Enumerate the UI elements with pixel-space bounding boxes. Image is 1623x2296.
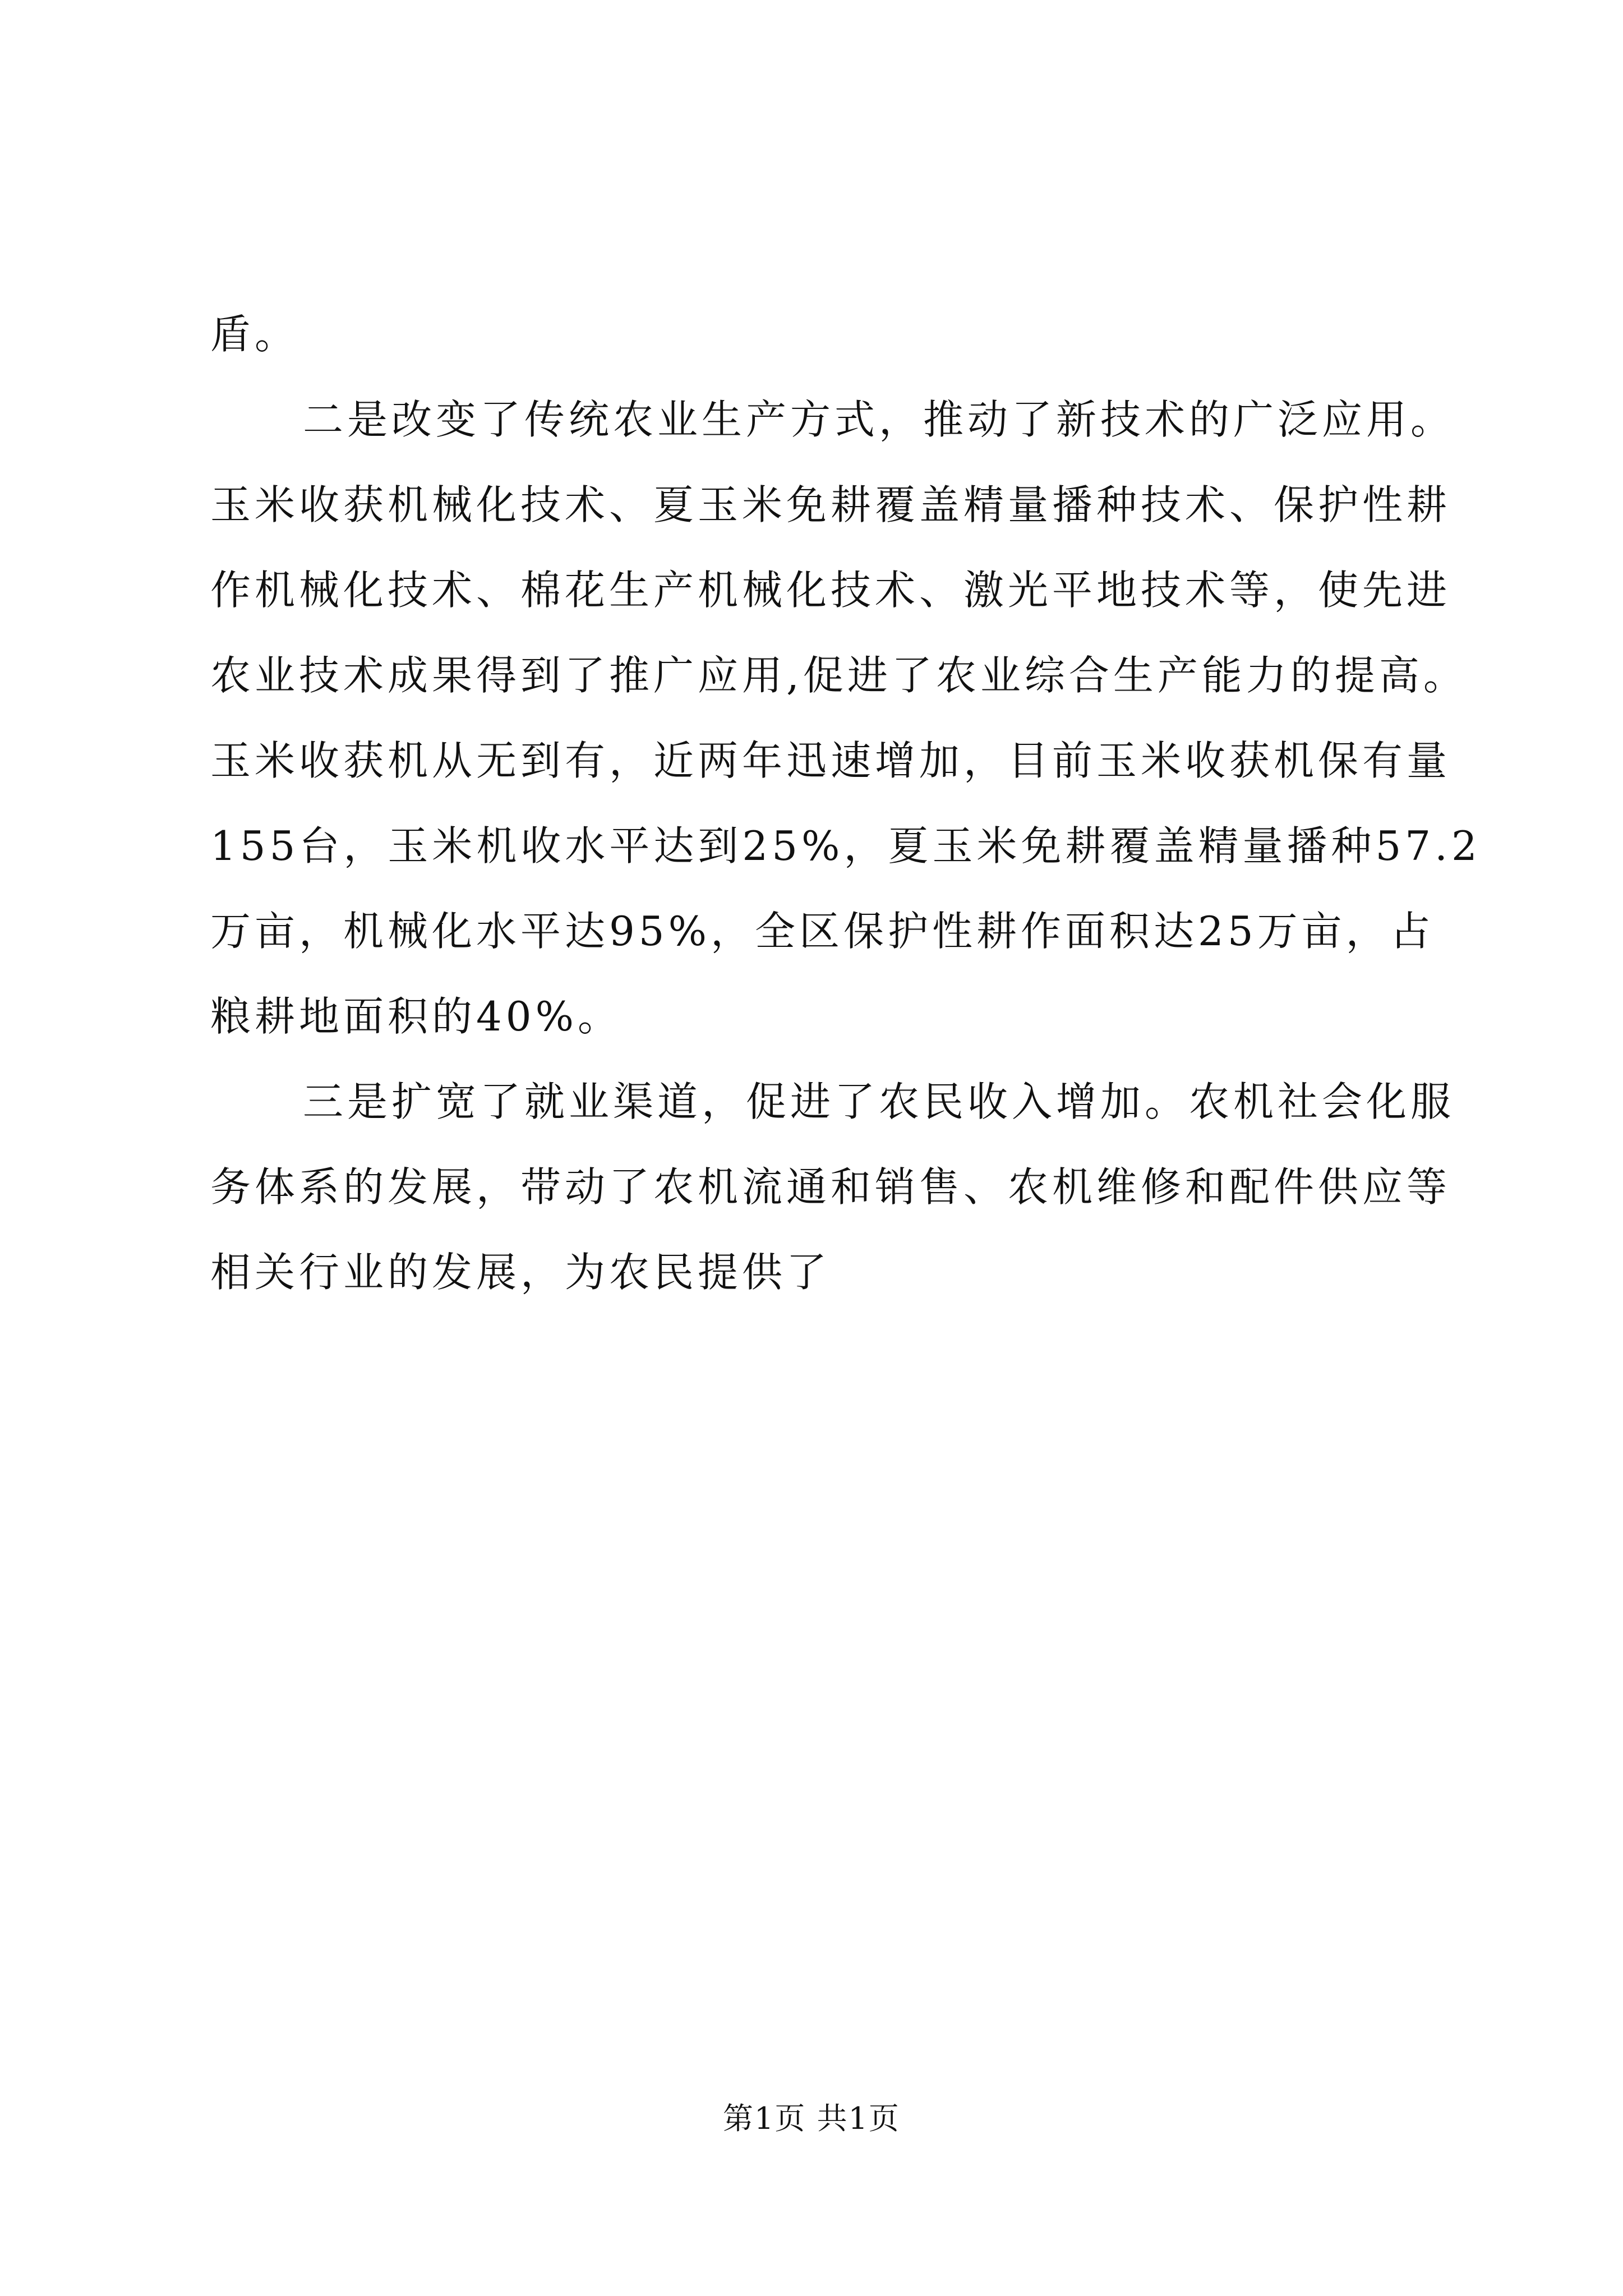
text-line: 玉米收获机从无到有，近两年迅速增加，目前玉米收获机保有量	[210, 737, 1451, 784]
page-number-footer: 第1页 共1页	[723, 2101, 900, 2136]
text-line: 盾。	[210, 311, 299, 358]
text-line: 农业技术成果得到了推广应用,促进了农业综合生产能力的提高。	[210, 652, 1468, 699]
text-line: 155台，玉米机收水平达到25%，夏玉米免耕覆盖精量播种57.2	[210, 822, 1481, 869]
text-line: 务体系的发展，带动了农机流通和销售、农机维修和配件供应等	[210, 1163, 1451, 1211]
text-line: 粮耕地面积的40%。	[210, 993, 623, 1040]
text-line: 作机械化技术、棉花生产机械化技术、激光平地技术等，使先进	[210, 567, 1451, 614]
text-line: 玉米收获机械化技术、夏玉米免耕覆盖精量播种技术、保护性耕	[210, 481, 1451, 528]
paragraph-2-first-line: 二是改变了传统农业生产方式，推动了新技术的广泛应用。	[303, 396, 1455, 443]
text-line: 万亩，机械化水平达95%，全区保护性耕作面积达25万亩，占	[210, 908, 1435, 955]
paragraph-3-first-line: 三是扩宽了就业渠道，促进了农民收入增加。农机社会化服	[303, 1078, 1455, 1125]
text-line: 相关行业的发展，为农民提供了	[210, 1249, 831, 1296]
